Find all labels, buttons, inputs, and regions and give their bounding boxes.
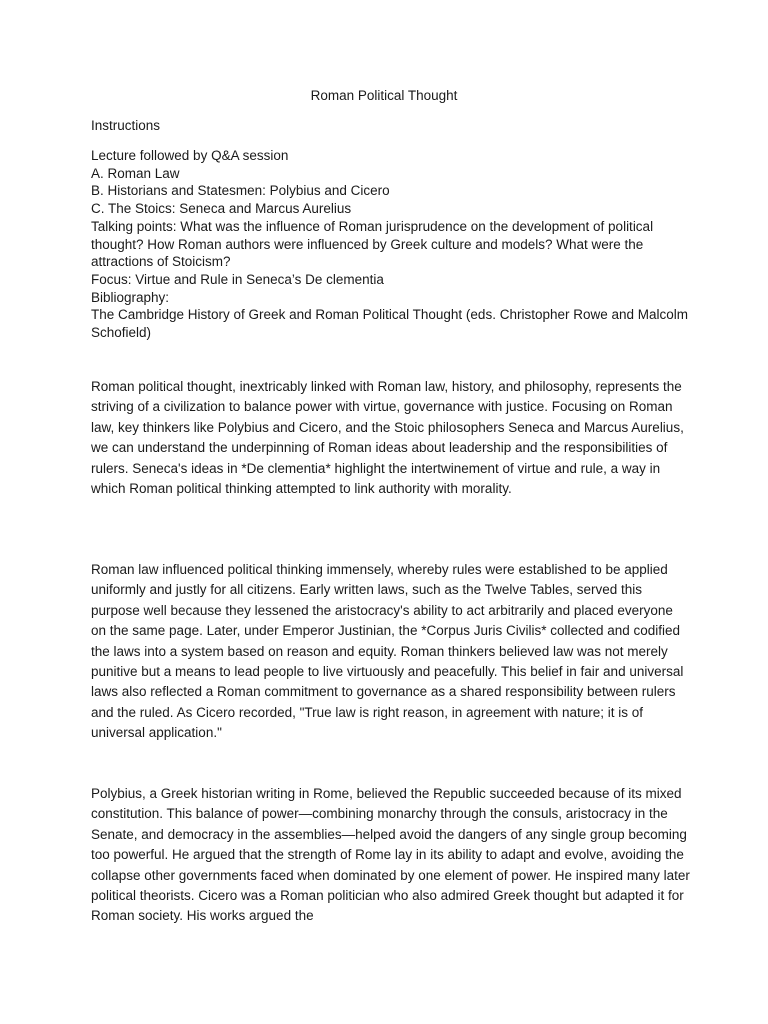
- body-paragraph-roman-law: Roman law influenced political thinking immensely, whereby rules were established to be applied uniformly and justly for all citizens. Early written laws, such as the Twelve Tables, served this purpose well because they lessened the aristocracy's ability to act arbitrarily and placed everyone on the same page. Later, under Emperor Justinian, the *Corpus Juris Civilis* collected and codified the laws into a system based on reason and equity. Roman thinkers believed law was not merely punitive but a means to lead people to live virtuously and peacefully. This belief in fair and universal laws also reflected a Roman commitment to governance as a shared responsibility between rulers and the ruled. As Cicero recorded, "True law is right reason, in agreement with nature; it is of universal application.": [91, 562, 684, 741]
- outline-bibliography-label: Bibliography:: [91, 289, 170, 305]
- instructions-heading: Instructions: [91, 118, 161, 133]
- outline-line-stoics: C. The Stoics: Seneca and Marcus Aurelius: [91, 201, 352, 217]
- outline-line-historians: B. Historians and Statesmen: Polybius and Cicero: [91, 183, 390, 199]
- outline-focus: Focus: Virtue and Rule in Seneca’s De clementia: [91, 271, 384, 287]
- outline-bibliography-entry: The Cambridge History of Greek and Roman Political Thought (eds. Christopher Rowe and Malcolm Schofield): [91, 307, 689, 341]
- outline-line-format: Lecture followed by Q&A session: [91, 148, 289, 163]
- outline-line-roman-law: A. Roman Law: [91, 165, 180, 181]
- body-paragraph-polybius-cicero: Polybius, a Greek historian writing in Rome, believed the Republic succeeded because of its mixed constitution. This balance of power—combining monarchy through the consuls, aristocracy in the Senate, and democracy in the assemblies—helped avoid the dangers of any single group becoming too powerful. He argued that the strength of Rome lay in its ability to adapt and evolve, avoiding the collapse other governments faced when dominated by one element of power. He inspired many later political theorists. Cicero was a Roman politician who also admired Greek thought but adapted it for Roman society. His works argued the: [91, 786, 690, 924]
- lecture-outline: [91, 147, 691, 342]
- page-title: Roman Political Thought: [310, 88, 458, 103]
- outline-talking-points: Talking points: What was the influence of Roman jurisprudence on the development of political thought? How Roman authors were influenced by Greek culture and models? What were the attractions of Stoicism?: [91, 218, 654, 270]
- body-paragraph-intro: Roman political thought, inextricably linked with Roman law, history, and philosophy, represents the striving of a civilization to balance power with virtue, governance with justice. Focusing on Roman law, key thinkers like Polybius and Cicero, and the Stoic philosophers Seneca and Marcus Aurelius, we can understand the underpinning of Roman ideas about leadership and the responsibilities of rulers. Seneca's ideas in *De clementia* highlight the intertwinement of virtue and rule, a way in which Roman political thinking attempted to link authority with morality.: [91, 379, 684, 497]
